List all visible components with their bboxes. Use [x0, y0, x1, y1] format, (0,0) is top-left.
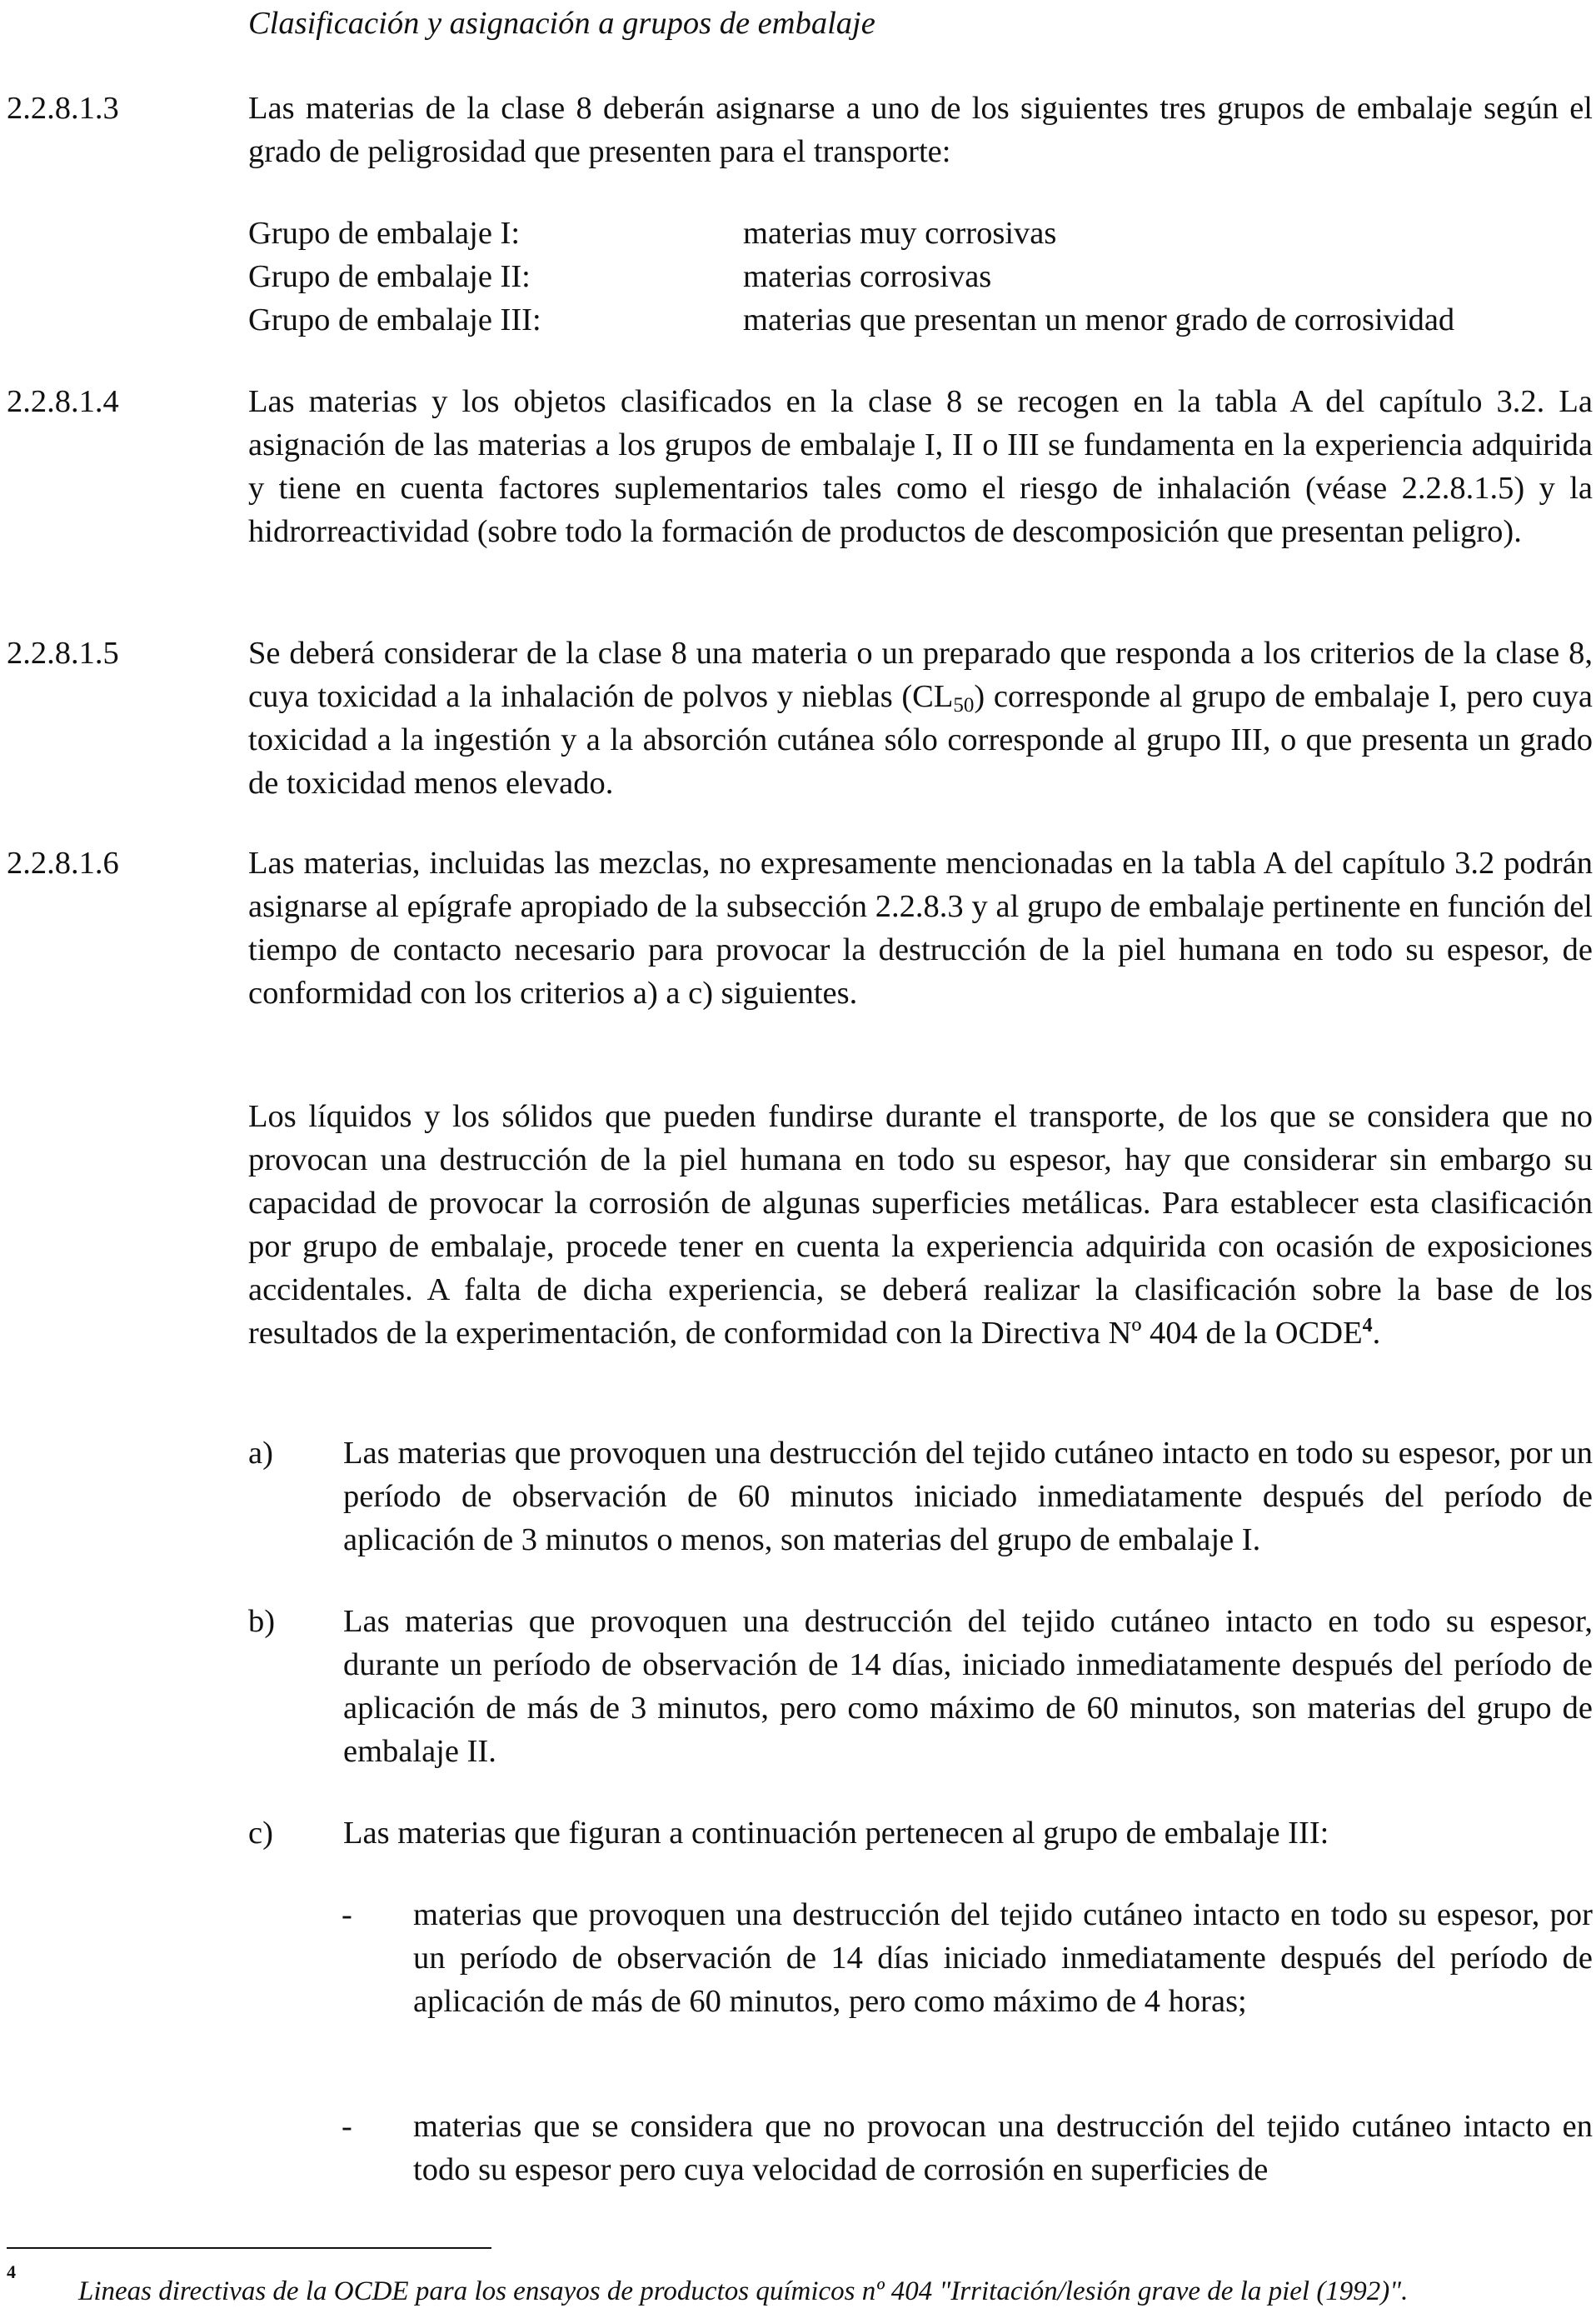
sub-item: [342, 2105, 1593, 2191]
paragraph: Las materias, incluidas las mezclas, no expresamente mencionadas en la tabla A del capítulo 3.2 podrán asignarse al epígrafe apropiado de la subsección 2.2.8.3 y al grupo de embalaje pertinente en función del tiempo de contacto necesario para provocar la destrucción de la piel humana en todo su espesor, de conformidad con los criterios a) a c) siguientes.: [248, 846, 1593, 1011]
criterion-c: [248, 1811, 1593, 1855]
packing-group-description: materias muy corrosivas: [743, 216, 1057, 251]
criterion-label: a): [248, 1436, 273, 1471]
criterion-label: b): [248, 1604, 276, 1639]
criterion-text: Las materias que provoquen una destrucción del tejido cutáneo intacto en todo su espesor, por un período de observación de 60 minutos iniciado inmediatamente después del período de aplicación de 3 minutos o menos, son materias del grupo de embalaje I.: [343, 1436, 1593, 1557]
packing-group-description: materias corrosivas: [743, 259, 992, 294]
section-number-2-2-8-1-4: 2.2.8.1.4: [7, 384, 119, 419]
packing-group-label: Grupo de embalaje III:: [248, 302, 541, 337]
footnote-reference[interactable]: 4: [1362, 1315, 1373, 1336]
sub-item-text: materias que provoquen una destrucción del tejido cutáneo intacto en todo su espesor, por un período de observación de 14 días iniciado inmediatamente después del período de aplicación de más de 60 minutos, pero como máximo de 4 horas;: [413, 1897, 1593, 2019]
packing-group-label: Grupo de embalaje I:: [248, 216, 521, 251]
criterion-label: c): [248, 1816, 273, 1851]
paragraph: Las materias de la clase 8 deberán asignarse a uno de los siguientes tres grupos de embalaje según el grado de peligrosidad que presenten para el transporte:: [248, 91, 1593, 169]
packing-group-description: materias que presentan un menor grado de corrosividad: [743, 302, 1455, 337]
paragraph: Las materias y los objetos clasificados en la clase 8 se recogen en la tabla A del capítulo 3.2. La asignación de las materias a los grupos de embalaje I, II o III se fundamenta en la experiencia adquirida y tiene en cuenta factores suplementarios tales como el riesgo de inhalación (véase 2.2.8.1.5) y la hidrorreactividad (sobre todo la formación de productos de descomposición que presentan peligro).: [248, 384, 1593, 549]
paragraph: [248, 632, 1593, 805]
footnote-text: Lineas directivas de la OCDE para los ensayos de productos químicos nº 404 "Irritación/lesión grave de la piel (1992)".: [78, 2276, 1409, 2306]
text-run: ) corresponde al grupo de embalaje I, pero cuya toxicidad a la ingestión y a la absorción cutánea sólo corresponde al grupo III, o que presenta un grado de toxicidad menos elevado.: [248, 679, 1593, 801]
criterion-text: Las materias que figuran a continuación pertenecen al grupo de embalaje III:: [343, 1816, 1329, 1851]
criterion-text: Las materias que provoquen una destrucción del tejido cutáneo intacto en todo su espesor, durante un período de observación de 14 días, iniciado inmediatamente después del período de aplicación de más de 3 minutos, pero como máximo de 60 minutos, son materias del grupo de embalaje II.: [343, 1604, 1593, 1769]
criterion-a: [248, 1431, 1593, 1561]
section-text-2-2-8-1-6: [248, 842, 1593, 1015]
text-run: .: [1372, 1316, 1381, 1351]
section-number-2-2-8-1-6: 2.2.8.1.6: [7, 846, 119, 881]
sub-item-text: materias que se considera que no provocan una destrucción del tejido cutáneo intacto en todo su espesor pero cuya velocidad de corrosión en superficies de: [413, 2109, 1593, 2187]
sub-item: [342, 1893, 1593, 2023]
dash-bullet: -: [342, 1897, 352, 1932]
criterion-b: [248, 1600, 1593, 1773]
text-run: Los líquidos y los sólidos que pueden fundirse durante el transporte, de los que se considera que no provocan una destrucción de la piel humana en todo su espesor, hay que considerar sin embargo su capacidad de provocar la corrosión de algunas superficies metálicas. Para establecer esta clasificación por grupo de embalaje, procede tener en cuenta la experiencia adquirida con ocasión de exposiciones accidentales. A falta de dicha experiencia, se deberá realizar la clasificación sobre la base de los resultados de la experimentación, de conformidad con la Directiva Nº 404 de la OCDE: [248, 1099, 1593, 1351]
text-run: Se deberá considerar de la clase 8 una materia o un preparado que responda a los criterios de la clase 8, cuya toxicidad a la inhalación de polvos y nieblas (CL: [248, 636, 1593, 714]
subscript-50: 50: [953, 694, 975, 717]
paragraph: [248, 1095, 1593, 1355]
section-text-2-2-8-1-3: [248, 87, 1593, 173]
section-heading: Clasificación y asignación a grupos de embalaje: [248, 6, 875, 41]
section-text-2-2-8-1-4: [248, 380, 1593, 553]
liquids-paragraph: [248, 1095, 1593, 1355]
footnote-number: 4: [7, 2261, 16, 2282]
dash-bullet: -: [342, 2109, 352, 2144]
packing-group-label: Grupo de embalaje II:: [248, 259, 531, 294]
section-number-2-2-8-1-5: 2.2.8.1.5: [7, 636, 119, 671]
footnote-separator: [7, 2247, 491, 2249]
section-text-2-2-8-1-5: [248, 632, 1593, 805]
section-number-2-2-8-1-3: 2.2.8.1.3: [7, 91, 119, 126]
